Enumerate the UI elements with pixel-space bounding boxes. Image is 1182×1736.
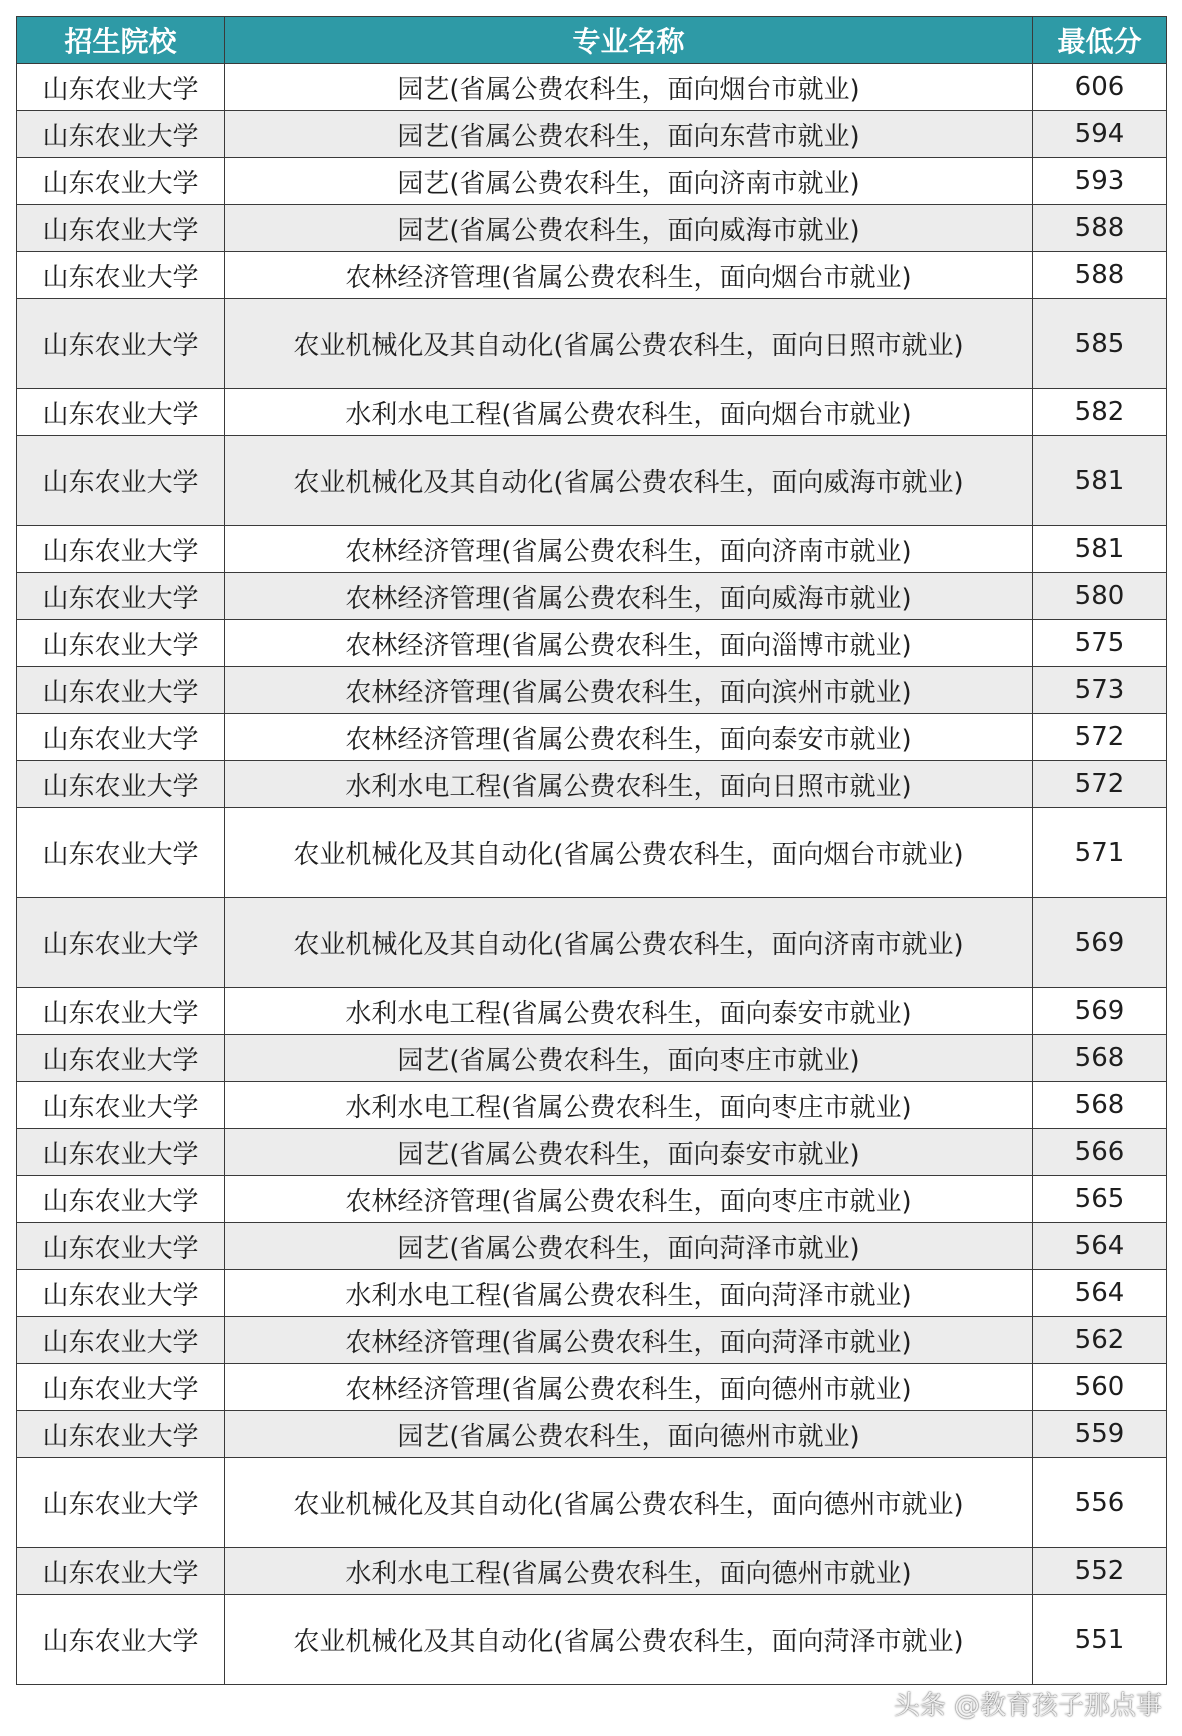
cell-score: 573: [1033, 667, 1167, 714]
header-major: 专业名称: [225, 17, 1033, 64]
cell-major: 农林经济管理(省属公费农科生，面向德州市就业): [225, 1364, 1033, 1411]
table-row: [17, 573, 1167, 620]
cell-major: 农业机械化及其自动化(省属公费农科生，面向菏泽市就业): [225, 1595, 1033, 1685]
cell-school: 山东农业大学: [17, 620, 225, 667]
cell-major: 农业机械化及其自动化(省属公费农科生，面向威海市就业): [225, 436, 1033, 526]
cell-score: 585: [1033, 299, 1167, 389]
table-row: [17, 1364, 1167, 1411]
cell-major: 农业机械化及其自动化(省属公费农科生，面向日照市就业): [225, 299, 1033, 389]
cell-major: 农林经济管理(省属公费农科生，面向泰安市就业): [225, 714, 1033, 761]
cell-major: 农林经济管理(省属公费农科生，面向菏泽市就业): [225, 1317, 1033, 1364]
cell-major: 园艺(省属公费农科生，面向烟台市就业): [225, 64, 1033, 111]
cell-major: 农林经济管理(省属公费农科生，面向烟台市就业): [225, 252, 1033, 299]
cell-score: 581: [1033, 436, 1167, 526]
cell-school: 山东农业大学: [17, 158, 225, 205]
cell-school: 山东农业大学: [17, 988, 225, 1035]
cell-school: 山东农业大学: [17, 898, 225, 988]
cell-score: 565: [1033, 1176, 1167, 1223]
cell-school: 山东农业大学: [17, 1411, 225, 1458]
cell-score: 593: [1033, 158, 1167, 205]
cell-score: 556: [1033, 1458, 1167, 1548]
table-row: [17, 1176, 1167, 1223]
cell-score: 606: [1033, 64, 1167, 111]
cell-major: 农业机械化及其自动化(省属公费农科生，面向德州市就业): [225, 1458, 1033, 1548]
cell-score: 552: [1033, 1548, 1167, 1595]
watermark: 头条 @教育孩子那点事: [893, 1691, 1162, 1721]
cell-score: 568: [1033, 1082, 1167, 1129]
cell-score: 560: [1033, 1364, 1167, 1411]
cell-school: 山东农业大学: [17, 1223, 225, 1270]
table-row: [17, 988, 1167, 1035]
table-row: [17, 1270, 1167, 1317]
cell-major: 园艺(省属公费农科生，面向东营市就业): [225, 111, 1033, 158]
table-row: [17, 1082, 1167, 1129]
cell-major: 水利水电工程(省属公费农科生，面向日照市就业): [225, 761, 1033, 808]
table-body: [17, 64, 1167, 1685]
cell-major: 园艺(省属公费农科生，面向威海市就业): [225, 205, 1033, 252]
cell-school: 山东农业大学: [17, 761, 225, 808]
cell-school: 山东农业大学: [17, 1176, 225, 1223]
cell-score: 566: [1033, 1129, 1167, 1176]
cell-school: 山东农业大学: [17, 1364, 225, 1411]
table-row: [17, 205, 1167, 252]
cell-school: 山东农业大学: [17, 389, 225, 436]
cell-score: 575: [1033, 620, 1167, 667]
cell-score: 582: [1033, 389, 1167, 436]
cell-school: 山东农业大学: [17, 1317, 225, 1364]
cell-major: 园艺(省属公费农科生，面向泰安市就业): [225, 1129, 1033, 1176]
cell-score: 569: [1033, 988, 1167, 1035]
cell-school: 山东农业大学: [17, 299, 225, 389]
cell-school: 山东农业大学: [17, 1458, 225, 1548]
cell-score: 562: [1033, 1317, 1167, 1364]
cell-school: 山东农业大学: [17, 64, 225, 111]
cell-school: 山东农业大学: [17, 1548, 225, 1595]
cell-major: 水利水电工程(省属公费农科生，面向菏泽市就业): [225, 1270, 1033, 1317]
cell-major: 水利水电工程(省属公费农科生，面向枣庄市就业): [225, 1082, 1033, 1129]
cell-score: 581: [1033, 526, 1167, 573]
cell-score: 569: [1033, 898, 1167, 988]
cell-major: 水利水电工程(省属公费农科生，面向泰安市就业): [225, 988, 1033, 1035]
cell-school: 山东农业大学: [17, 573, 225, 620]
cell-major: 农林经济管理(省属公费农科生，面向枣庄市就业): [225, 1176, 1033, 1223]
table-row: [17, 299, 1167, 389]
table-row: [17, 111, 1167, 158]
table-row: [17, 620, 1167, 667]
table-row: [17, 714, 1167, 761]
table-row: [17, 667, 1167, 714]
table-row: [17, 526, 1167, 573]
header-school: 招生院校: [17, 17, 225, 64]
cell-score: 564: [1033, 1270, 1167, 1317]
cell-major: 园艺(省属公费农科生，面向德州市就业): [225, 1411, 1033, 1458]
cell-score: 572: [1033, 761, 1167, 808]
cell-school: 山东农业大学: [17, 1082, 225, 1129]
table-row: [17, 64, 1167, 111]
cell-major: 园艺(省属公费农科生，面向济南市就业): [225, 158, 1033, 205]
cell-school: 山东农业大学: [17, 1129, 225, 1176]
table-row: [17, 761, 1167, 808]
header-score: 最低分: [1033, 17, 1167, 64]
table-row: [17, 1223, 1167, 1270]
table-row: [17, 1129, 1167, 1176]
cell-major: 园艺(省属公费农科生，面向枣庄市就业): [225, 1035, 1033, 1082]
table-row: [17, 389, 1167, 436]
cell-score: 594: [1033, 111, 1167, 158]
cell-school: 山东农业大学: [17, 1035, 225, 1082]
cell-school: 山东农业大学: [17, 436, 225, 526]
cell-score: 551: [1033, 1595, 1167, 1685]
table-row: [17, 436, 1167, 526]
cell-school: 山东农业大学: [17, 205, 225, 252]
table-row: [17, 1411, 1167, 1458]
cell-school: 山东农业大学: [17, 526, 225, 573]
cell-major: 农林经济管理(省属公费农科生，面向滨州市就业): [225, 667, 1033, 714]
cell-score: 572: [1033, 714, 1167, 761]
score-table: [16, 16, 1167, 1685]
cell-school: 山东农业大学: [17, 1595, 225, 1685]
table-row: [17, 252, 1167, 299]
cell-school: 山东农业大学: [17, 808, 225, 898]
cell-score: 580: [1033, 573, 1167, 620]
cell-score: 559: [1033, 1411, 1167, 1458]
table-row: [17, 898, 1167, 988]
table-row: [17, 1035, 1167, 1082]
header-row: [17, 17, 1167, 64]
cell-major: 水利水电工程(省属公费农科生，面向烟台市就业): [225, 389, 1033, 436]
cell-major: 农业机械化及其自动化(省属公费农科生，面向烟台市就业): [225, 808, 1033, 898]
cell-score: 564: [1033, 1223, 1167, 1270]
cell-score: 588: [1033, 205, 1167, 252]
cell-school: 山东农业大学: [17, 1270, 225, 1317]
cell-score: 588: [1033, 252, 1167, 299]
cell-major: 水利水电工程(省属公费农科生，面向德州市就业): [225, 1548, 1033, 1595]
cell-major: 农林经济管理(省属公费农科生，面向济南市就业): [225, 526, 1033, 573]
table-row: [17, 1317, 1167, 1364]
cell-major: 农业机械化及其自动化(省属公费农科生，面向济南市就业): [225, 898, 1033, 988]
cell-school: 山东农业大学: [17, 714, 225, 761]
cell-school: 山东农业大学: [17, 252, 225, 299]
table-row: [17, 1458, 1167, 1548]
cell-major: 农林经济管理(省属公费农科生，面向威海市就业): [225, 573, 1033, 620]
cell-school: 山东农业大学: [17, 667, 225, 714]
table-row: [17, 1548, 1167, 1595]
table-row: [17, 158, 1167, 205]
cell-score: 568: [1033, 1035, 1167, 1082]
cell-school: 山东农业大学: [17, 111, 225, 158]
table-row: [17, 808, 1167, 898]
cell-major: 园艺(省属公费农科生，面向菏泽市就业): [225, 1223, 1033, 1270]
cell-score: 571: [1033, 808, 1167, 898]
cell-major: 农林经济管理(省属公费农科生，面向淄博市就业): [225, 620, 1033, 667]
table-row: [17, 1595, 1167, 1685]
